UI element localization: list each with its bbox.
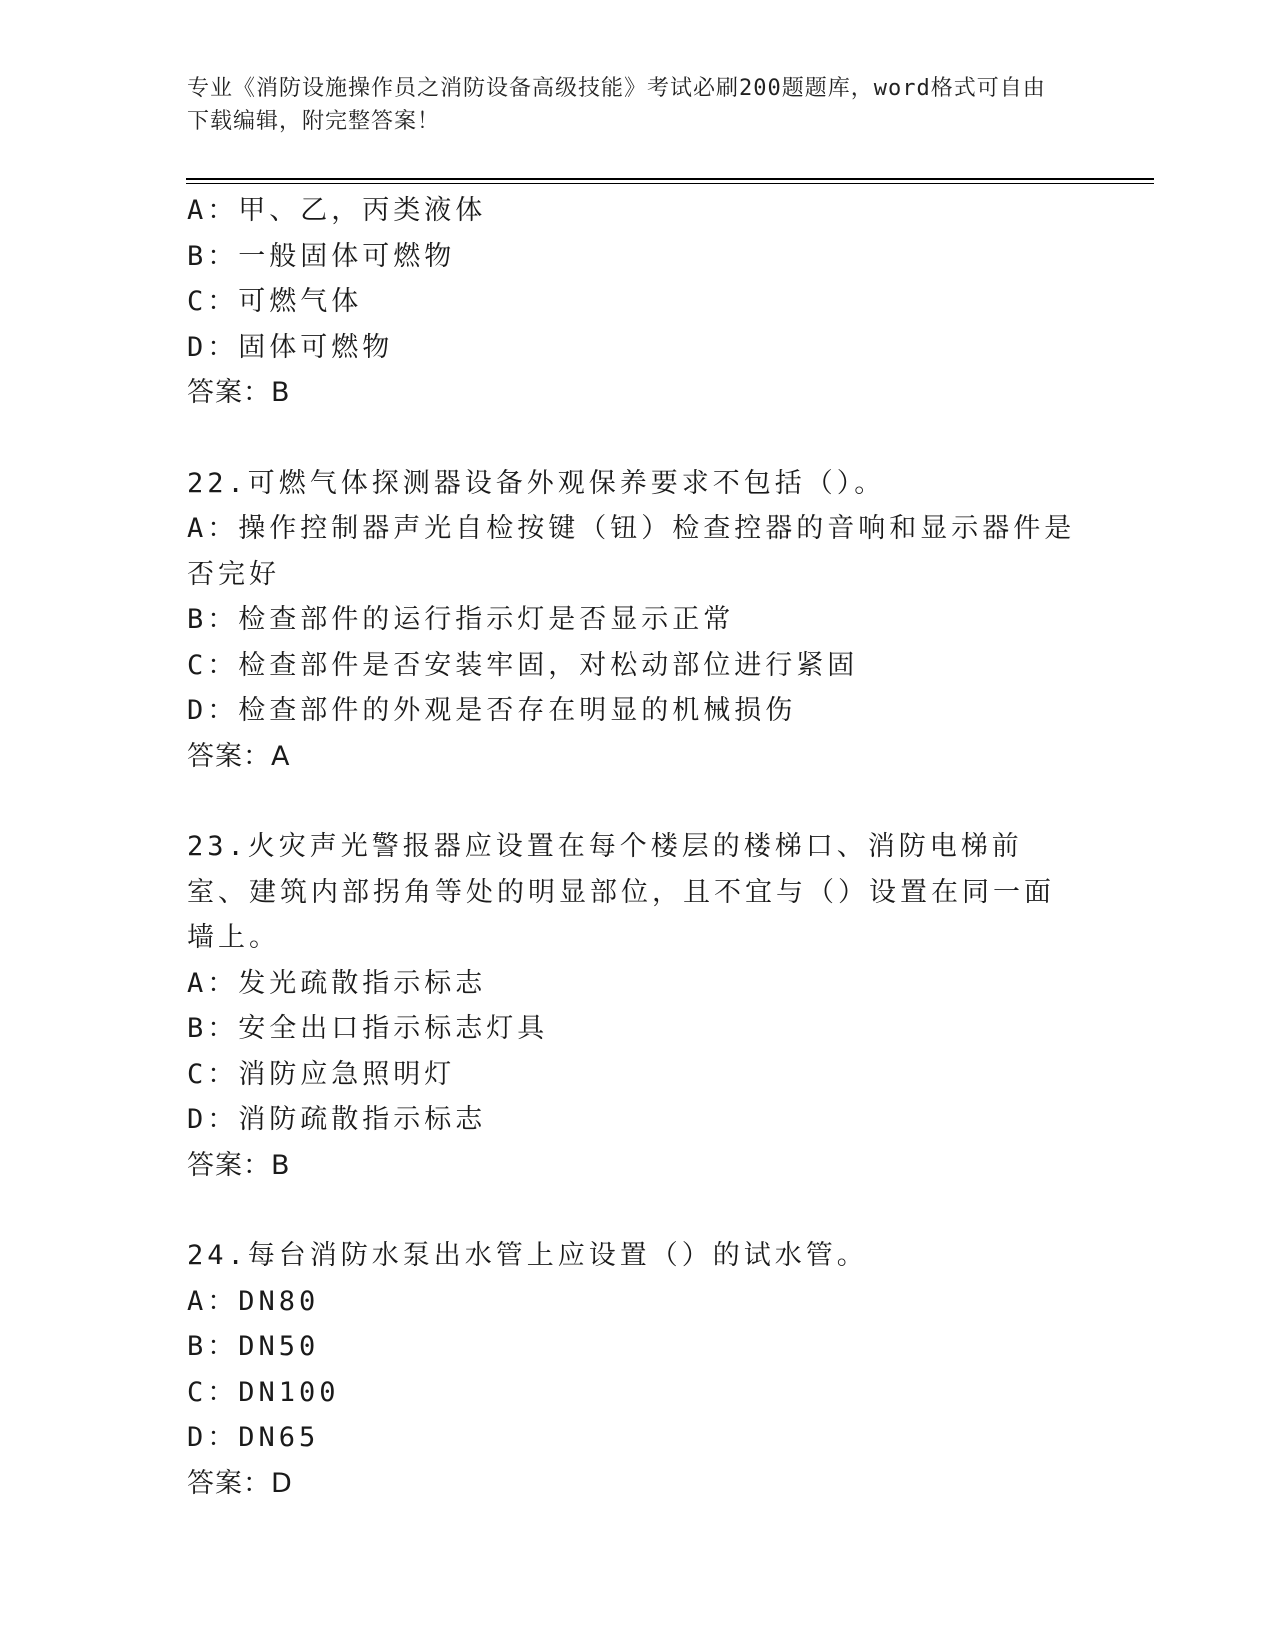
question-22 (187, 461, 1077, 780)
option-c: C：可燃气体 (187, 286, 363, 317)
header-rule-thick (186, 178, 1154, 180)
option-b: B：检查部件的运行指示灯是否显示正常 (187, 604, 735, 635)
question-stem: 23.火灾声光警报器应设置在每个楼层的楼梯口、消防电梯前室、建筑内部拐角等处的明显部位，且不宜与（）设置在同一面墙上。 (187, 831, 1055, 953)
option-b: B：DN50 (187, 1331, 320, 1362)
question-stem: 22.可燃气体探测器设备外观保养要求不包括（）。 (187, 467, 886, 499)
answer: 答案：B (187, 1149, 291, 1181)
option-c: C：检查部件是否安装牢固，对松动部位进行紧固 (187, 649, 859, 681)
option-d: D：固体可燃物 (187, 331, 394, 363)
option-c: C：消防应急照明灯 (187, 1058, 456, 1090)
header-rule-thin (186, 183, 1154, 184)
question-23 (187, 824, 1077, 1188)
spacer (187, 1188, 1077, 1233)
answer: 答案：D (187, 1467, 293, 1499)
option-b: B：一般固体可燃物 (187, 240, 456, 272)
option-a: A：发光疏散指示标志 (187, 967, 487, 999)
option-b: B：安全出口指示标志灯具 (187, 1013, 549, 1044)
spacer (187, 779, 1077, 824)
question-stem: 24.每台消防水泵出水管上应设置（）的试水管。 (187, 1240, 868, 1271)
option-d: D：检查部件的外观是否存在明显的机械损伤 (187, 695, 797, 726)
option-a: A：甲、乙，丙类液体 (187, 195, 487, 226)
question-24 (187, 1233, 1077, 1506)
option-a: A：DN80 (187, 1285, 320, 1317)
spacer (187, 416, 1077, 461)
option-a: A：操作控制器声光自检按键（钮）检查控器的音响和显示器件是否完好 (187, 513, 1076, 590)
question-list (187, 188, 1077, 1506)
question-21-continued (187, 188, 1077, 416)
option-d: D：消防疏散指示标志 (187, 1104, 487, 1135)
option-c: C：DN100 (187, 1376, 340, 1408)
option-d: D：DN65 (187, 1422, 320, 1453)
document-header: 专业《消防设施操作员之消防设备高级技能》考试必刷200题题库，word格式可自由下载编辑，附完整答案！ (187, 76, 1046, 134)
answer: 答案：B (187, 377, 291, 408)
answer: 答案：A (187, 740, 291, 772)
